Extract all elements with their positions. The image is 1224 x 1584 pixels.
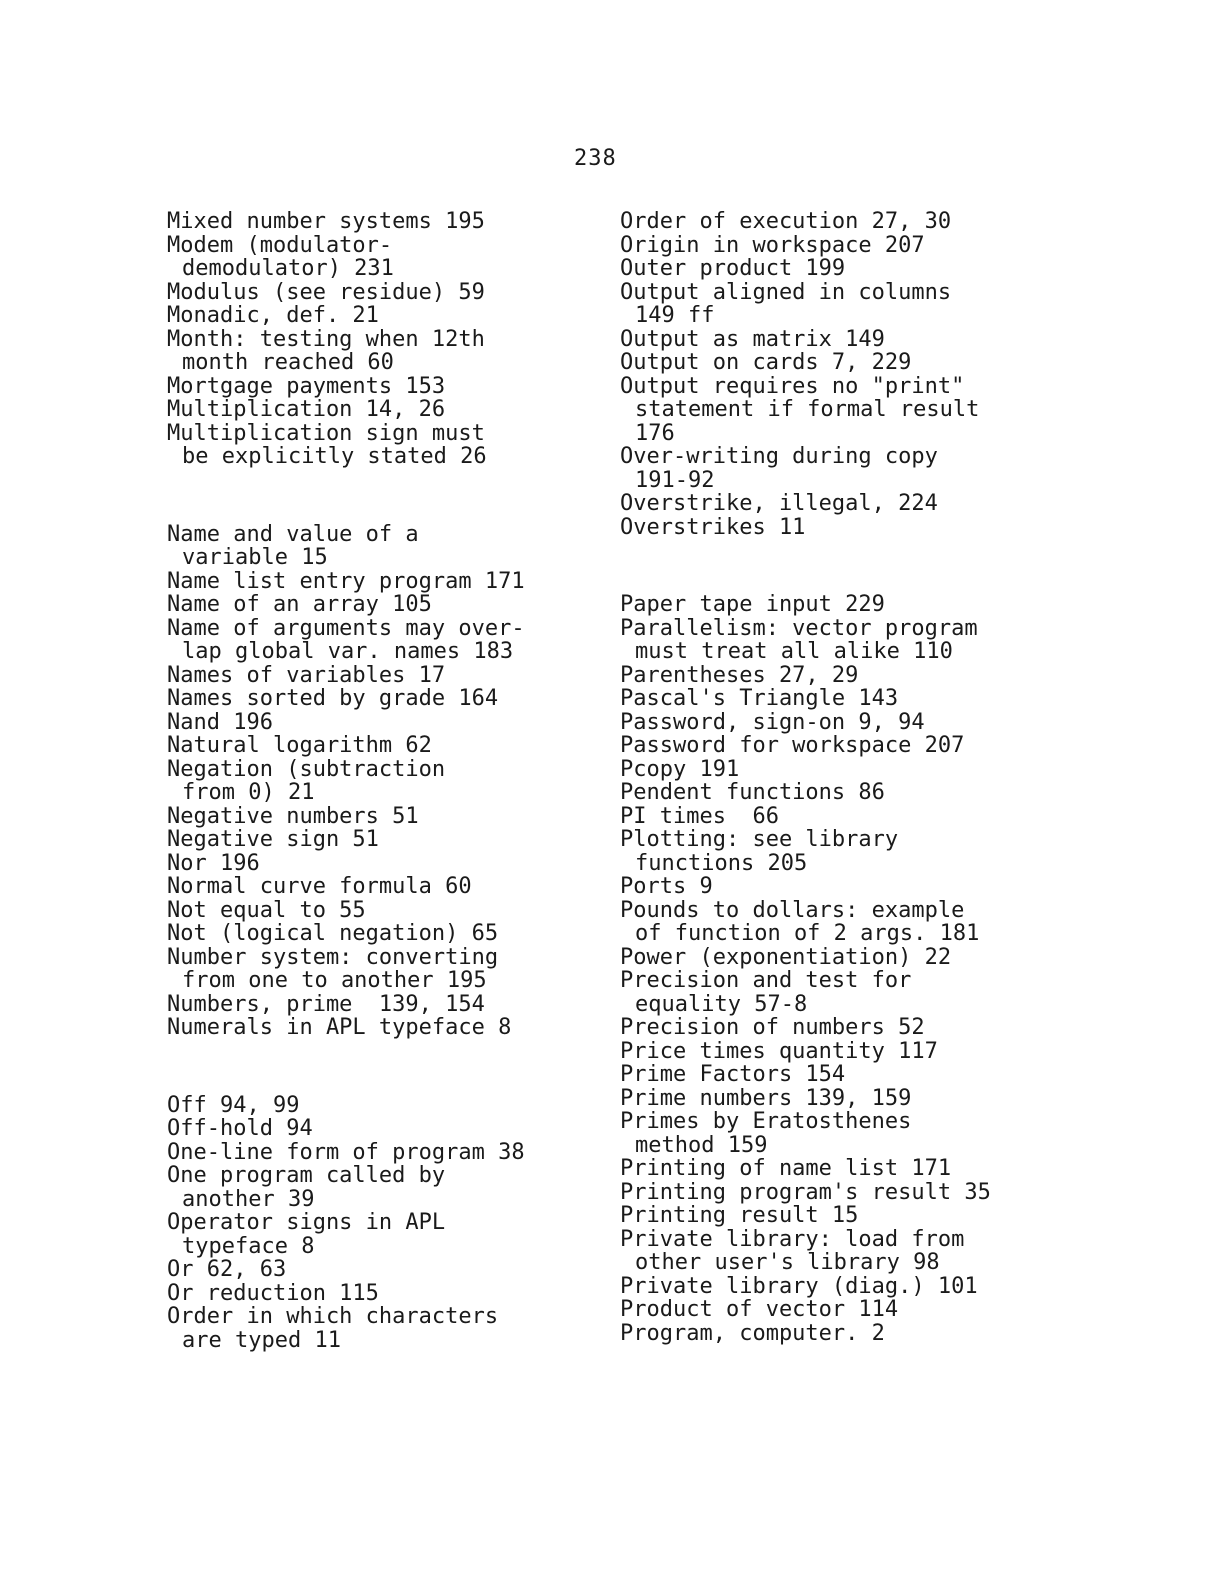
index-entry bbox=[167, 281, 525, 305]
index-letter-group bbox=[167, 210, 525, 469]
index-entry-line: Over-writing during copy bbox=[620, 444, 938, 469]
index-entry bbox=[620, 328, 991, 352]
index-entry-continuation: month reached 60 bbox=[182, 350, 394, 375]
index-entry-line: Overstrike, illegal, 224 bbox=[620, 491, 938, 516]
index-letter-group bbox=[620, 210, 991, 539]
index-entry-line: Modulus (see residue) 59 bbox=[167, 279, 485, 305]
index-letter-group bbox=[167, 1094, 525, 1353]
index-entry-line: Or 62, 63 bbox=[167, 1257, 287, 1282]
index-entry-line: Name of an array 105 bbox=[167, 592, 432, 617]
index-entry-line: Output on cards 7, 229 bbox=[620, 350, 912, 375]
index-entry bbox=[620, 1181, 991, 1205]
index-entry bbox=[620, 492, 991, 516]
index-entry bbox=[620, 1275, 991, 1299]
index-entry bbox=[167, 1305, 525, 1352]
index-entry-continuation: equality 57-8 bbox=[635, 991, 808, 1017]
index-entry bbox=[167, 828, 525, 852]
index-entry-line: Negative numbers 51 bbox=[167, 803, 419, 829]
index-entry bbox=[620, 1298, 991, 1322]
index-entry-line: Origin in workspace 207 bbox=[620, 232, 925, 258]
index-entry bbox=[620, 1204, 991, 1228]
index-entry-continuation: 191-92 bbox=[635, 467, 715, 493]
index-entry bbox=[167, 852, 525, 876]
index-entry-line: Pounds to dollars: example bbox=[620, 897, 965, 923]
index-entry bbox=[167, 210, 525, 234]
index-entry-line: Prime numbers 139, 159 bbox=[620, 1085, 912, 1111]
index-entry bbox=[620, 445, 991, 492]
index-entry-continuation: typeface 8 bbox=[182, 1233, 315, 1259]
index-entry-continuation: other user's library 98 bbox=[635, 1250, 940, 1275]
index-entry-line: Parallelism: vector program bbox=[620, 615, 978, 641]
index-entry-line: Output requires no "print" bbox=[620, 373, 965, 399]
index-entry-line: Password, sign-on 9, 94 bbox=[620, 709, 925, 735]
index-entry-continuation: functions 205 bbox=[635, 850, 808, 876]
index-entry bbox=[167, 398, 525, 422]
index-letter-group bbox=[167, 523, 525, 1040]
index-entry bbox=[167, 304, 525, 328]
index-entry-line: Number system: converting bbox=[167, 944, 499, 970]
index-entry-line: Not (logical negation) 65 bbox=[167, 921, 499, 946]
index-entry-line: Prime Factors 154 bbox=[620, 1062, 846, 1087]
index-entry bbox=[620, 1322, 991, 1346]
index-entry-line: Normal curve formula 60 bbox=[167, 874, 472, 899]
index-entry-line: Outer product 199 bbox=[620, 256, 846, 281]
index-entry bbox=[620, 1016, 991, 1040]
index-entry-line: Natural logarithm 62 bbox=[167, 733, 432, 758]
index-entry-line: Name list entry program 171 bbox=[167, 568, 525, 594]
index-entry bbox=[620, 257, 991, 281]
index-entry bbox=[620, 1040, 991, 1064]
index-entry bbox=[620, 734, 991, 758]
index-entry-line: Modem (modulator- bbox=[167, 232, 393, 258]
index-entry bbox=[620, 234, 991, 258]
index-entry-line: Monadic, def. 21 bbox=[167, 303, 379, 328]
index-entry bbox=[620, 828, 991, 875]
index-entry-line: Mortgage payments 153 bbox=[167, 373, 446, 399]
index-entry bbox=[167, 1141, 525, 1165]
index-entry bbox=[620, 1228, 991, 1275]
index-entry-line: Product of vector 114 bbox=[620, 1297, 899, 1322]
index-entry bbox=[620, 805, 991, 829]
index-entry-continuation: of function of 2 args. 181 bbox=[635, 921, 980, 946]
index-entry bbox=[167, 875, 525, 899]
index-entry-continuation: are typed 11 bbox=[182, 1327, 341, 1353]
index-entry-line: Multiplication 14, 26 bbox=[167, 397, 446, 422]
index-entry-line: Name and value of a bbox=[167, 521, 419, 547]
index-entry bbox=[620, 1110, 991, 1157]
index-entry bbox=[167, 1117, 525, 1141]
index-entry-continuation: from 0) 21 bbox=[182, 780, 315, 805]
index-entry bbox=[167, 523, 525, 570]
index-entry-line: Parentheses 27, 29 bbox=[620, 662, 859, 688]
index-entry-continuation: 149 ff bbox=[635, 303, 715, 328]
index-entry bbox=[167, 687, 525, 711]
index-entry-line: Pcopy 191 bbox=[620, 756, 740, 782]
index-entry-line: Paper tape input 229 bbox=[620, 592, 885, 617]
index-entry-line: Primes by Eratosthenes bbox=[620, 1109, 912, 1134]
index-entry bbox=[620, 711, 991, 735]
index-entry bbox=[620, 593, 991, 617]
index-entry-line: Plotting: see library bbox=[620, 827, 899, 852]
index-entry-line: Precision and test for bbox=[620, 968, 912, 993]
index-entry-line: Private library: load from bbox=[620, 1226, 965, 1252]
index-entry-continuation: another 39 bbox=[182, 1186, 315, 1212]
index-entry bbox=[620, 1157, 991, 1181]
index-entry-line: Mixed number systems 195 bbox=[167, 209, 485, 234]
index-entry bbox=[167, 593, 525, 617]
index-entry bbox=[167, 805, 525, 829]
index-entry-line: Name of arguments may over- bbox=[167, 615, 525, 641]
index-entry bbox=[620, 375, 991, 446]
index-entry-line: Names of variables 17 bbox=[167, 662, 446, 688]
index-entry bbox=[167, 922, 525, 946]
index-entry bbox=[167, 617, 525, 664]
index-entry bbox=[620, 781, 991, 805]
index-entry-line: Password for workspace 207 bbox=[620, 733, 965, 758]
index-entry-line: Operator signs in APL bbox=[167, 1210, 446, 1235]
index-entry-line: Output as matrix 149 bbox=[620, 326, 885, 352]
index-entry bbox=[167, 946, 525, 993]
index-column-left bbox=[167, 210, 525, 1352]
index-entry-continuation: demodulator) 231 bbox=[182, 256, 394, 281]
index-entry-line: Ports 9 bbox=[620, 874, 713, 899]
index-entry bbox=[167, 1016, 525, 1040]
index-entry bbox=[167, 664, 525, 688]
index-entry-line: Off-hold 94 bbox=[167, 1116, 313, 1141]
index-entry-line: Power (exponentiation) 22 bbox=[620, 944, 952, 970]
index-entry-continuation: be explicitly stated 26 bbox=[182, 444, 487, 469]
index-entry-line: Nand 196 bbox=[167, 709, 273, 735]
index-entry bbox=[620, 516, 991, 540]
index-entry bbox=[620, 664, 991, 688]
index-entry-line: Off 94, 99 bbox=[167, 1092, 300, 1118]
page-number: 238 bbox=[574, 146, 617, 171]
index-entry-line: Not equal to 55 bbox=[167, 897, 366, 923]
index-entry bbox=[167, 899, 525, 923]
index-entry bbox=[620, 899, 991, 946]
index-entry bbox=[620, 969, 991, 1016]
index-entry bbox=[167, 1164, 525, 1211]
index-entry bbox=[167, 758, 525, 805]
index-entry bbox=[620, 210, 991, 234]
index-entry-continuation: lap global var. names 183 bbox=[182, 639, 514, 664]
index-entry bbox=[167, 1211, 525, 1258]
index-entry-line: Names sorted by grade 164 bbox=[167, 686, 499, 711]
index-entry-continuation: method 159 bbox=[635, 1132, 768, 1158]
index-entry-line: PI times 66 bbox=[620, 803, 779, 829]
index-entry bbox=[167, 234, 525, 281]
index-entry-line: Pascal's Triangle 143 bbox=[620, 686, 899, 711]
index-entry bbox=[167, 328, 525, 375]
index-entry bbox=[167, 734, 525, 758]
index-entry bbox=[167, 422, 525, 469]
index-entry-line: Price times quantity 117 bbox=[620, 1038, 938, 1064]
index-entry-line: Order of execution 27, 30 bbox=[620, 209, 952, 234]
index-entry-line: Pendent functions 86 bbox=[620, 780, 885, 805]
index-entry-line: Order in which characters bbox=[167, 1304, 499, 1329]
index-entry-line: Or reduction 115 bbox=[167, 1280, 379, 1306]
index-entry bbox=[620, 687, 991, 711]
index-entry-continuation: statement if formal result bbox=[635, 397, 980, 422]
index-entry bbox=[167, 1258, 525, 1282]
index-entry-line: Printing program's result 35 bbox=[620, 1179, 991, 1205]
index-entry bbox=[167, 375, 525, 399]
index-entry-line: Negation (subtraction bbox=[167, 756, 446, 782]
index-letter-group bbox=[620, 593, 991, 1345]
index-entry-line: Multiplication sign must bbox=[167, 420, 485, 446]
index-entry bbox=[620, 946, 991, 970]
index-entry-continuation: from one to another 195 bbox=[182, 968, 487, 993]
index-entry bbox=[620, 758, 991, 782]
index-entry-line: Nor 196 bbox=[167, 850, 260, 876]
index-entry-line: Numerals in APL typeface 8 bbox=[167, 1015, 512, 1040]
index-entry-line: Negative sign 51 bbox=[167, 827, 379, 852]
index-entry-line: Printing result 15 bbox=[620, 1203, 859, 1228]
index-entry-line: Output aligned in columns bbox=[620, 279, 952, 305]
index-entry bbox=[620, 281, 991, 328]
index-entry bbox=[167, 711, 525, 735]
index-entry bbox=[620, 1087, 991, 1111]
index-entry bbox=[167, 570, 525, 594]
index-entry-line: One program called by bbox=[167, 1163, 446, 1188]
index-entry-line: Program, computer. 2 bbox=[620, 1320, 885, 1346]
index-entry-continuation: 176 bbox=[635, 420, 675, 446]
index-entry-line: Numbers, prime 139, 154 bbox=[167, 991, 485, 1017]
index-entry-continuation: must treat all alike 110 bbox=[635, 639, 953, 664]
index-entry bbox=[620, 1063, 991, 1087]
index-entry-line: Private library (diag.) 101 bbox=[620, 1273, 978, 1299]
index-entry-line: Overstrikes 11 bbox=[620, 514, 806, 540]
index-entry bbox=[167, 993, 525, 1017]
index-entry-continuation: variable 15 bbox=[182, 545, 328, 570]
index-entry bbox=[167, 1094, 525, 1118]
index-entry bbox=[620, 617, 991, 664]
index-column-right bbox=[620, 210, 991, 1345]
index-entry-line: Month: testing when 12th bbox=[167, 326, 485, 352]
index-entry bbox=[620, 351, 991, 375]
index-entry-line: Precision of numbers 52 bbox=[620, 1015, 925, 1040]
index-entry-line: One-line form of program 38 bbox=[167, 1139, 525, 1165]
index-entry-line: Printing of name list 171 bbox=[620, 1156, 952, 1181]
index-entry bbox=[620, 875, 991, 899]
index-entry bbox=[167, 1282, 525, 1306]
